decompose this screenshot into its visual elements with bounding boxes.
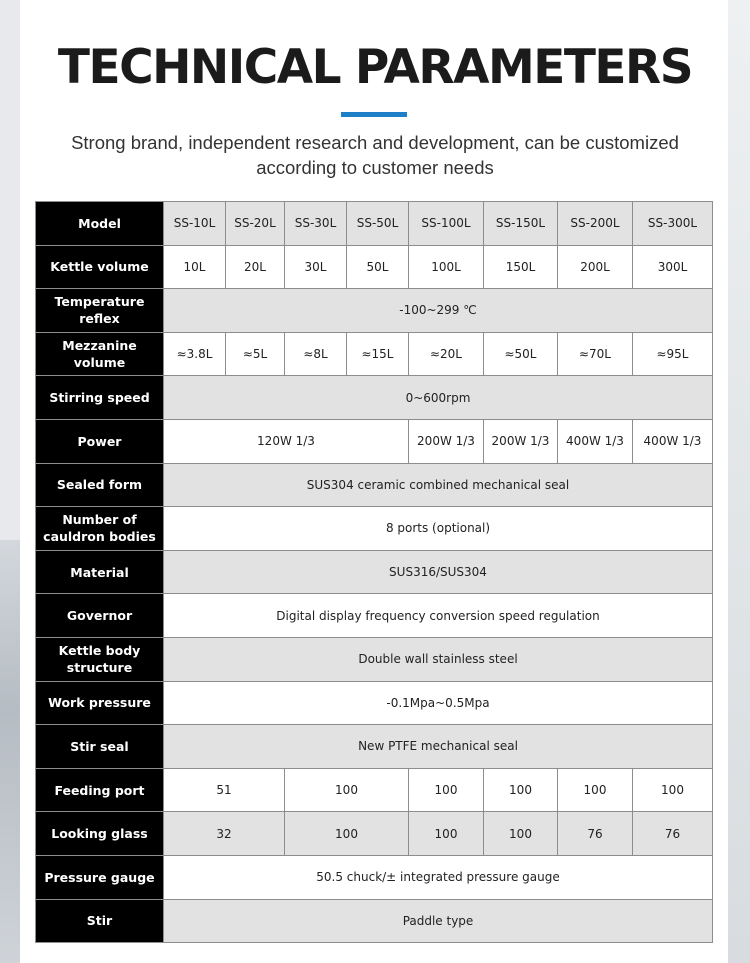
table-cell: 8 ports (optional) [164, 507, 713, 551]
table-row [36, 202, 713, 246]
table-cell: 100L [409, 245, 484, 289]
table-cell: 100 [409, 768, 484, 812]
table-cell: 100 [484, 812, 558, 856]
table-cell: 0~600rpm [164, 376, 713, 420]
row-label: Temperature reflex [36, 289, 164, 333]
table-row [36, 463, 713, 507]
table-cell: 100 [285, 768, 409, 812]
table-row [36, 812, 713, 856]
table-cell: 120W 1/3 [164, 419, 409, 463]
table-cell: SS-300L [633, 202, 713, 246]
row-label: Kettle volume [36, 245, 164, 289]
table-cell: Paddle type [164, 899, 713, 943]
table-cell: 300L [633, 245, 713, 289]
table-cell: ≈70L [558, 332, 633, 376]
table-row [36, 376, 713, 420]
table-cell: ≈20L [409, 332, 484, 376]
row-label: Looking glass [36, 812, 164, 856]
table-row [36, 419, 713, 463]
table-row [36, 768, 713, 812]
table-row [36, 855, 713, 899]
table-cell: 32 [164, 812, 285, 856]
table-cell: 76 [633, 812, 713, 856]
title-accent-bar [341, 112, 407, 117]
table-cell: 76 [558, 812, 633, 856]
row-label: Mezzanine volume [36, 332, 164, 376]
table-row [36, 681, 713, 725]
table-cell: SS-50L [347, 202, 409, 246]
table-cell: SS-150L [484, 202, 558, 246]
table-row [36, 725, 713, 769]
table-cell: 50L [347, 245, 409, 289]
table-cell: ≈95L [633, 332, 713, 376]
page-subtitle: Strong brand, independent research and development, can be customized according to customer needs [71, 132, 679, 178]
table-cell: Double wall stainless steel [164, 637, 713, 681]
table-cell: ≈15L [347, 332, 409, 376]
table-cell: Digital display frequency conversion speed regulation [164, 594, 713, 638]
row-label: Governor [36, 594, 164, 638]
table-cell: ≈50L [484, 332, 558, 376]
row-label: Stir seal [36, 725, 164, 769]
table-row [36, 637, 713, 681]
row-label: Sealed form [36, 463, 164, 507]
table-row [36, 550, 713, 594]
row-label: Kettle body structure [36, 637, 164, 681]
row-label: Number of cauldron bodies [36, 507, 164, 551]
table-cell: 200L [558, 245, 633, 289]
table-cell: 400W 1/3 [558, 419, 633, 463]
table-cell: ≈3.8L [164, 332, 226, 376]
table-cell: SUS316/SUS304 [164, 550, 713, 594]
row-label: Power [36, 419, 164, 463]
table-cell: SS-200L [558, 202, 633, 246]
table-cell: SS-20L [226, 202, 285, 246]
table-cell: ≈5L [226, 332, 285, 376]
table-row [36, 332, 713, 376]
table-cell: SS-30L [285, 202, 347, 246]
table-cell: 100 [558, 768, 633, 812]
table-cell: New PTFE mechanical seal [164, 725, 713, 769]
table-cell: SUS304 ceramic combined mechanical seal [164, 463, 713, 507]
table-row [36, 507, 713, 551]
table-cell: SS-10L [164, 202, 226, 246]
table-row [36, 245, 713, 289]
row-label: Work pressure [36, 681, 164, 725]
table-row [36, 899, 713, 943]
table-cell: 20L [226, 245, 285, 289]
table-cell: 30L [285, 245, 347, 289]
table-cell: 100 [285, 812, 409, 856]
row-label: Feeding port [36, 768, 164, 812]
row-label: Material [36, 550, 164, 594]
table-cell: 100 [409, 812, 484, 856]
row-label: Stir [36, 899, 164, 943]
table-cell: 50.5 chuck/± integrated pressure gauge [164, 855, 713, 899]
table-cell: SS-100L [409, 202, 484, 246]
table-cell: 200W 1/3 [409, 419, 484, 463]
table-cell: 100 [484, 768, 558, 812]
row-label: Pressure gauge [36, 855, 164, 899]
table-cell: 400W 1/3 [633, 419, 713, 463]
table-cell: -100~299 ℃ [164, 289, 713, 333]
spec-table [35, 201, 713, 943]
row-label: Stirring speed [36, 376, 164, 420]
table-cell: 150L [484, 245, 558, 289]
table-cell: 100 [633, 768, 713, 812]
table-cell: ≈8L [285, 332, 347, 376]
table-cell: 200W 1/3 [484, 419, 558, 463]
page-title: TECHNICAL PARAMETERS [57, 40, 693, 95]
table-row [36, 594, 713, 638]
table-cell: -0.1Mpa~0.5Mpa [164, 681, 713, 725]
table-cell: 10L [164, 245, 226, 289]
table-cell: 51 [164, 768, 285, 812]
row-label: Model [36, 202, 164, 246]
table-row [36, 289, 713, 333]
